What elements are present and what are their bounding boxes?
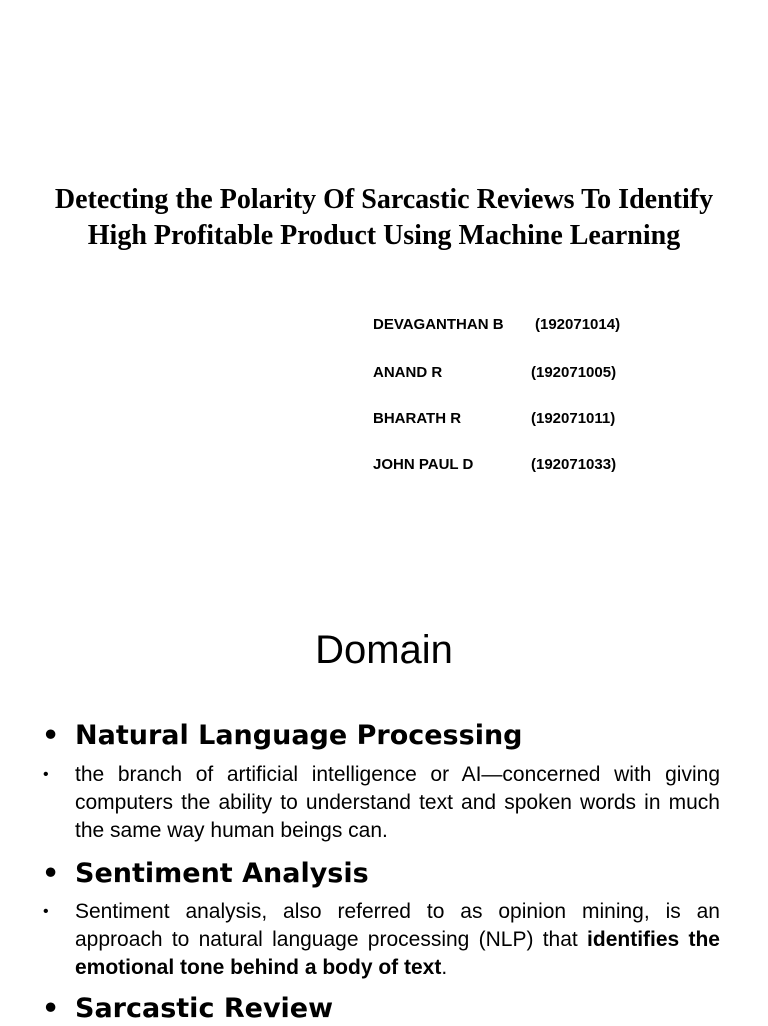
paragraph-plain: Sentiment analysis, also referred to as opinion mining, is an approach to natural language processing (NLP) that (75, 900, 720, 951)
section-text-sentiment (43, 898, 720, 982)
slide-title: Detecting the Polarity Of Sarcastic Reviews To Identify High Profitable Product Using Machine Learning (54, 184, 714, 251)
heading-text: Natural Language Processing (75, 720, 523, 751)
member-name: BHARATH R (373, 410, 462, 427)
section-heading-nlp (42, 719, 523, 753)
member-name: JOHN PAUL D (373, 456, 474, 473)
sub-bullet-icon: • (43, 766, 49, 783)
section-heading-sarcastic (42, 992, 333, 1026)
member-name: ANAND R (373, 364, 443, 381)
member-id: (192071005) (531, 364, 617, 381)
sub-bullet-icon: • (43, 903, 49, 920)
paragraph-bold: identifies the emotional tone behind a body of text (75, 928, 720, 979)
member-name: DEVAGANTHAN B (373, 316, 504, 333)
heading-text: Sarcastic Review (75, 993, 334, 1024)
paragraph-text: the branch of artificial intelligence or AI—concerned with giving computers the ability to understand text and spoken words in much the same way human beings can. (75, 763, 720, 842)
section-heading-sentiment (42, 857, 369, 891)
section-text-nlp (43, 761, 720, 845)
member-id: (192071033) (531, 456, 617, 473)
paragraph-text (75, 898, 720, 982)
member-id: (192071011) (531, 410, 616, 427)
domain-heading: Domain (315, 628, 453, 672)
heading-text: Sentiment Analysis (75, 858, 369, 889)
bullet-icon: • (42, 993, 60, 1024)
member-id: (192071014) (535, 316, 621, 333)
bullet-icon: • (42, 720, 60, 751)
bullet-icon: • (42, 858, 60, 889)
paragraph-end: . (441, 956, 448, 979)
